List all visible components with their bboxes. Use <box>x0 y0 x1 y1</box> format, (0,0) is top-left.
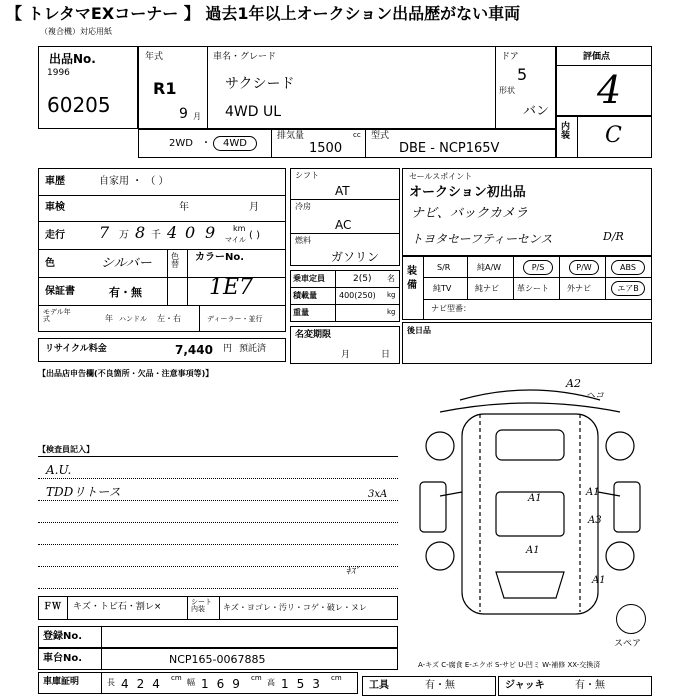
drive-4wd-circled: 4WD <box>213 136 257 151</box>
name-change-label: 名変期限 <box>295 330 332 340</box>
equipment-box <box>402 256 652 320</box>
info-table <box>38 168 286 332</box>
seat-value: キズ・ヨゴレ・汚リ・コゲ・破レ・ヌレ <box>223 603 367 612</box>
mileage-paren: ( ) <box>249 230 260 241</box>
color-code-label: カラーNo. <box>195 252 245 263</box>
name-label: 車名・グレード <box>213 52 277 62</box>
reg-label: 登録No. <box>43 631 83 642</box>
drive-row <box>138 129 556 158</box>
chassis-label: 車台No. <box>43 653 83 664</box>
recycle-value: 7,440 <box>175 343 213 357</box>
sales-points-line2: トヨタセーフティーセンス <box>411 232 553 246</box>
dealer-value: ディーラー・並行 <box>207 315 263 323</box>
weight-unit: kg <box>387 308 396 316</box>
equip-ext-navi: 外ナビ <box>567 284 591 293</box>
reg-row <box>38 626 398 648</box>
mileage-man: 万 <box>119 230 129 241</box>
fuel-label: 燃料 <box>295 236 311 245</box>
name-change-day: 日 <box>381 350 391 360</box>
equip-sr: S/R <box>437 263 451 272</box>
equip-leather: 革シート <box>517 284 549 293</box>
cert-len-label: 長 <box>107 678 115 687</box>
door-value: 5 <box>517 65 528 84</box>
spare-tire-icon <box>616 604 646 634</box>
seat-label: シート内装 <box>191 598 212 613</box>
recycle-note: 預託済 <box>239 344 267 354</box>
recycle-unit: 円 <box>223 344 233 354</box>
warranty-value: 有・無 <box>109 286 142 299</box>
cert-wid-unit: cm <box>251 674 262 682</box>
equipment-label: 装備 <box>407 266 417 291</box>
load-value: 400(250) <box>339 291 376 300</box>
weight-label: 重量 <box>293 308 309 317</box>
damage-legend: A-キズ C-腐食 E-エクボ S-サビ U-凹ミ W-補修 XX-交換済 <box>418 661 601 669</box>
damage-a1-right: A1 <box>586 487 600 498</box>
equip-airbag-circled: エアB <box>611 281 645 296</box>
drive-dot: ・ <box>201 138 211 149</box>
aircon-value: AC <box>335 218 352 232</box>
cert-len-value: 424 <box>121 677 168 691</box>
displacement-label: 排気量 <box>277 131 305 141</box>
cert-hei-value: 153 <box>281 677 328 691</box>
displacement-value: 1500 <box>309 141 343 156</box>
tools-row <box>362 676 496 696</box>
mileage-digit-3: 4 <box>167 223 178 242</box>
inspection-year: 年 <box>179 202 189 213</box>
equip-ps-circled: P/S <box>523 260 553 275</box>
damage-note: ヘコ <box>586 391 605 401</box>
sales-points-box <box>402 168 652 256</box>
mileage-digit-1: 7 <box>99 223 110 242</box>
cert-hei-unit: cm <box>331 674 342 682</box>
model-year-year: 年 <box>105 314 113 323</box>
shape-label: 形状 <box>499 86 515 95</box>
lot-label: 出品No. <box>49 52 96 66</box>
inspector-label: 【検査員記入】 <box>38 445 94 454</box>
damage-a1-lower: A1 <box>526 545 540 556</box>
score-label: 評価点 <box>583 52 611 62</box>
recycle-label: リサイクル料金 <box>45 344 107 354</box>
model-year-label: モデル年式 <box>43 308 71 323</box>
model-code-value: DBE - NCP165V <box>399 141 500 156</box>
later-box <box>402 322 652 364</box>
shape-value: バン <box>523 104 550 119</box>
inspector-line2: TDDリトース <box>46 485 121 499</box>
sales-points-label: セールスポイント <box>409 172 473 181</box>
door-label: ドア <box>501 52 519 62</box>
shift-value: AT <box>335 184 350 198</box>
damage-a1-center: A1 <box>528 493 542 504</box>
interior-box <box>556 116 652 158</box>
damage-a2: A2 <box>566 377 581 390</box>
damage-a3: A3 <box>588 515 602 526</box>
chassis-value: NCP165-0067885 <box>169 653 266 666</box>
history-value: 自家用 ・ （ ） <box>99 176 169 187</box>
score-value: 4 <box>597 68 622 112</box>
cert-wid-value: 169 <box>201 677 248 691</box>
load-unit: kg <box>387 291 396 299</box>
inspector-line1: A.U. <box>46 463 72 477</box>
interior-label: 内装 <box>561 122 571 141</box>
lot-small-number: 1996 <box>47 68 70 78</box>
lot-box <box>38 46 138 129</box>
car-model: サクシード <box>225 76 295 92</box>
capacity-box <box>290 270 400 322</box>
year-month: 9 <box>179 106 188 122</box>
displacement-unit: cc <box>353 131 361 139</box>
model-code-label: 型式 <box>371 131 390 141</box>
spec-box <box>290 168 400 266</box>
cert-hei-label: 高 <box>267 678 275 687</box>
fw-value: キズ・トビ石・割レ× <box>73 602 162 612</box>
recycle-row <box>38 338 286 362</box>
handle-label: ハンドル <box>119 315 147 323</box>
load-label: 積載量 <box>293 291 317 300</box>
later-label: 後日品 <box>407 326 431 335</box>
fw-label: ＦＷ <box>43 602 62 612</box>
name-change-month: 月 <box>341 350 351 360</box>
spare-label: スペア <box>614 639 642 649</box>
interior-value: C <box>605 123 622 148</box>
equip-tv: 純TV <box>433 284 452 293</box>
mileage-digit-2: 8 <box>135 223 146 242</box>
shift-label: シフト <box>295 171 319 180</box>
color-code-value: 1E7 <box>209 275 254 300</box>
equip-navi: 純ナビ <box>475 284 499 293</box>
warranty-label: 保証書 <box>45 286 75 297</box>
capacity-label: 乗車定員 <box>293 274 325 283</box>
damage-a1-rear: A1 <box>592 575 606 586</box>
sales-points-title: オークション初出品 <box>409 185 526 200</box>
score-box <box>556 46 652 116</box>
equip-alloy: 純A/W <box>477 263 502 272</box>
name-change-box <box>290 326 400 364</box>
damage-kizu: ｷｽﾞ <box>346 567 360 577</box>
tools-label: 工具 <box>369 680 389 691</box>
equip-abs-circled: ABS <box>611 260 645 275</box>
cert-len-unit: cm <box>171 674 182 682</box>
mileage-sen: 千 <box>151 230 161 241</box>
navi-model-label: ナビ型番： <box>431 304 471 313</box>
sales-points-line1: ナビ、バックカメラ <box>411 206 528 221</box>
chassis-row <box>38 648 398 670</box>
damage-3xa: 3xA <box>368 489 388 500</box>
cert-label: 車庫証明 <box>43 677 80 687</box>
inspection-month: 月 <box>249 202 259 213</box>
jack-row <box>498 676 652 696</box>
mileage-digit-5: 9 <box>205 223 216 242</box>
car-grade: 4WD UL <box>225 104 282 120</box>
jack-value: 有・無 <box>575 680 605 691</box>
mileage-label: 走行 <box>45 230 65 241</box>
vehicle-main-box <box>138 46 556 129</box>
history-label: 車歴 <box>45 176 65 187</box>
sub-header: （複合機）対応用紙 <box>40 27 112 36</box>
year-era: R1 <box>153 79 177 98</box>
drive-2wd: 2WD <box>169 138 193 149</box>
lot-number: 60205 <box>47 93 111 117</box>
cert-wid-label: 幅 <box>187 678 195 687</box>
handle-value: 左・右 <box>157 314 181 323</box>
mileage-km: km <box>233 224 246 233</box>
fw-row <box>38 596 398 620</box>
year-month-suffix: 月 <box>193 112 201 121</box>
sales-points-extra: D/R <box>603 230 624 243</box>
banner-title: 【 トレタマEXコーナー 】 過去1年以上オークション出品歴がない車両 <box>6 4 521 23</box>
equip-pw-circled: P/W <box>569 260 599 275</box>
color-change-label: 色替 <box>171 252 179 269</box>
year-label: 年式 <box>145 52 164 62</box>
capacity-value: 2(5) <box>353 274 372 284</box>
mileage-digit-4: 0 <box>185 223 196 242</box>
inspection-label: 車検 <box>45 202 65 213</box>
seller-note-label: 【出品店申告欄(不良箇所・欠品・注意事項等)】 <box>38 369 214 378</box>
jack-label: ジャッキ <box>505 680 545 691</box>
capacity-unit: 名 <box>387 274 395 283</box>
cert-row <box>38 672 358 694</box>
color-value: シルバー <box>101 256 152 271</box>
mileage-mile: マイル <box>225 236 246 244</box>
aircon-label: 冷房 <box>295 202 311 211</box>
fuel-value: ガソリン <box>331 250 380 264</box>
color-label: 色 <box>45 258 55 269</box>
tools-value: 有・無 <box>425 680 455 691</box>
